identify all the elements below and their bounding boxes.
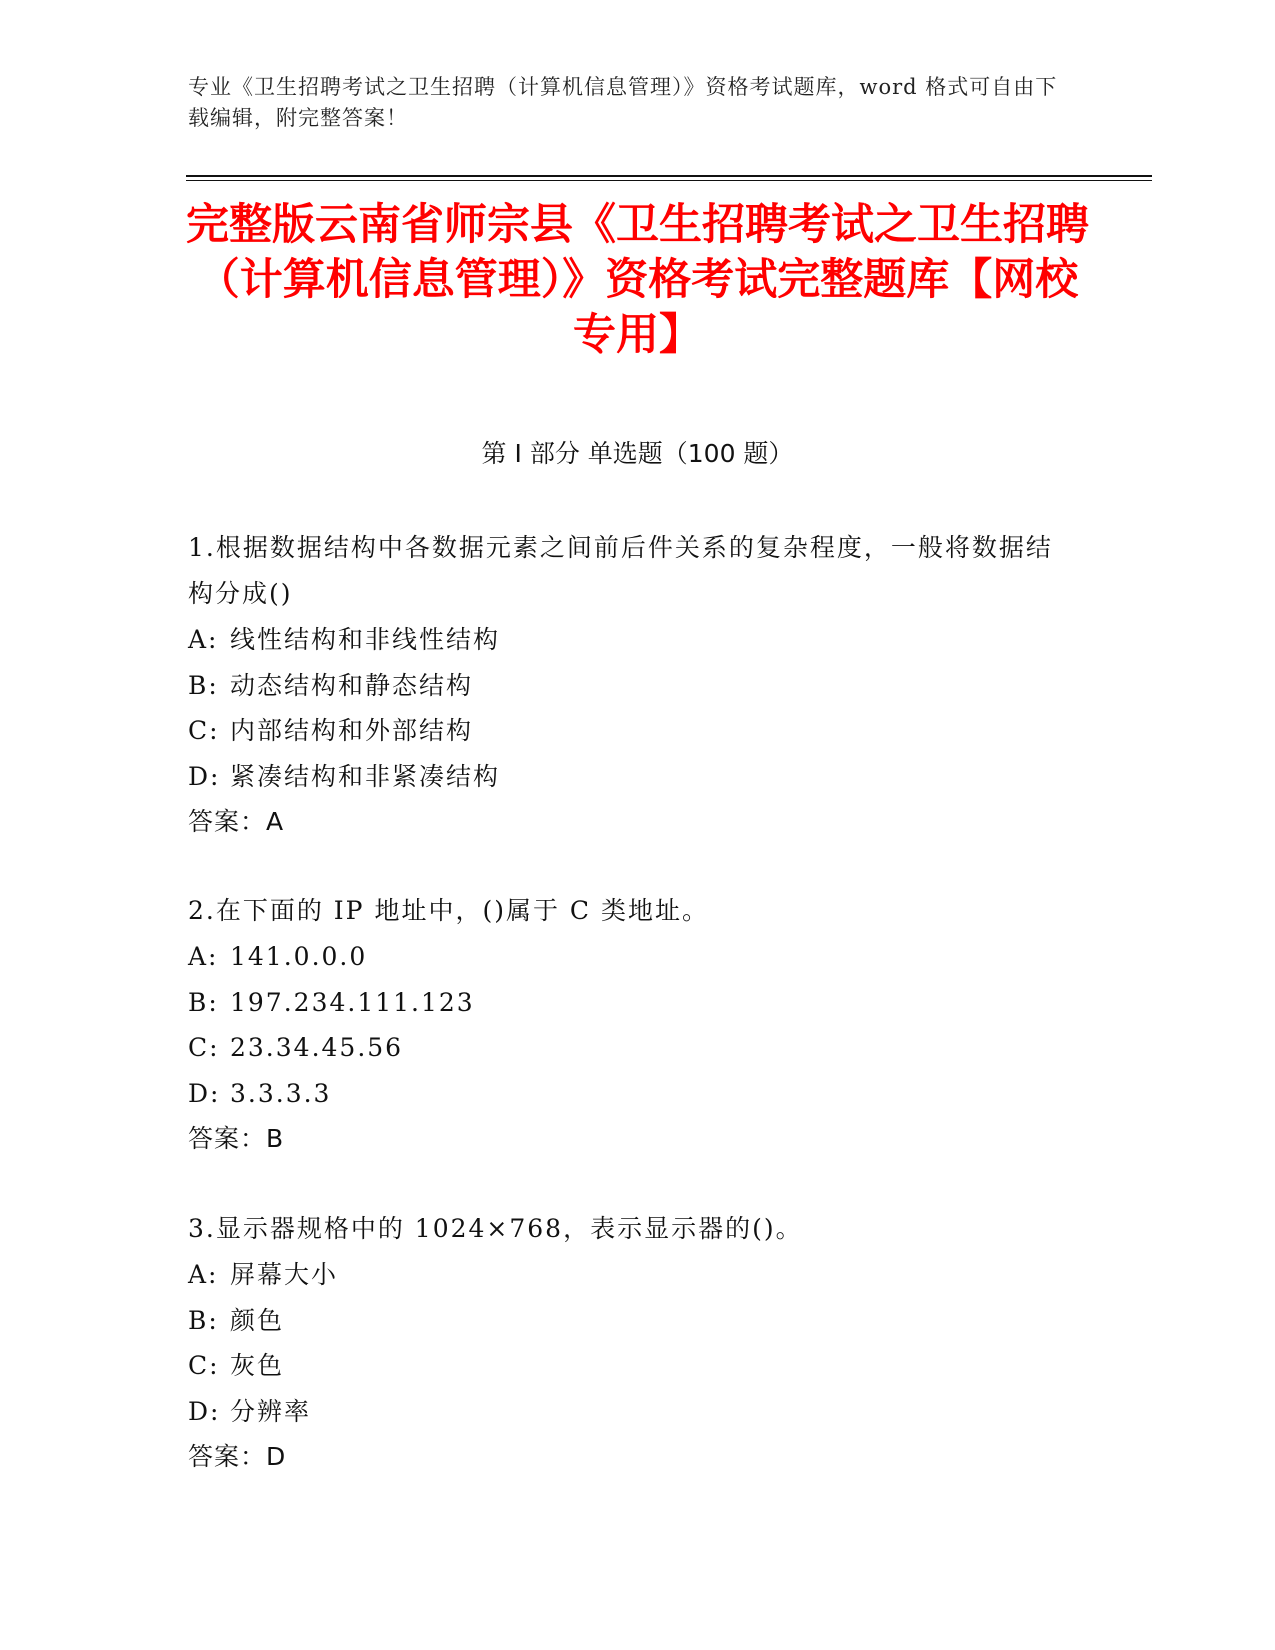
option-a [188,617,1068,663]
option-key: A: [188,942,219,971]
option-c [188,708,1068,754]
question-stem: 1.根据数据结构中各数据元素之间前后件关系的复杂程度，一般将数据结构分成() [188,533,1053,608]
option-text: 灰色 [230,1351,285,1380]
option-key: B: [188,1305,219,1335]
question-block [188,525,1068,845]
option-d [188,1389,1068,1435]
option-b [188,980,1068,1026]
option-key: D: [188,761,221,791]
option-key: C: [188,1033,220,1062]
option-key: B: [188,670,219,700]
answer-line: 答案：B [188,1124,285,1153]
header-divider-thick [186,175,1152,177]
option-key: C: [188,716,220,745]
option-d [188,754,1068,800]
option-key: C: [188,1351,220,1380]
option-d [188,1071,1068,1117]
question-stem: 2.在下面的 IP 地址中，()属于 C 类地址。 [188,896,709,925]
option-text: 3.3.3.3 [230,1078,332,1108]
option-a [188,934,1068,980]
option-b [188,663,1068,709]
option-text: 141.0.0.0 [230,942,368,971]
option-text: 线性结构和非线性结构 [230,625,501,654]
option-key: A: [188,625,219,654]
option-text: 197.234.111.123 [230,987,475,1017]
document-title: 完整版云南省师宗县《卫生招聘考试之卫生招聘（计算机信息管理）》资格考试完整题库【网校专用】 [186,200,1089,360]
question-block [188,1206,1068,1480]
answer-line: 答案：D [188,1442,287,1471]
question-stem: 3.显示器规格中的 1024×768，表示显示器的()。 [188,1214,803,1243]
option-text: 紧凑结构和非紧凑结构 [230,761,501,791]
option-text: 动态结构和静态结构 [230,670,474,700]
option-text: 23.34.45.56 [230,1033,404,1062]
option-c [188,1343,1068,1389]
option-text: 分辨率 [230,1396,312,1426]
option-text: 屏幕大小 [230,1260,339,1289]
option-text: 内部结构和外部结构 [230,716,474,745]
header-divider-thin [186,180,1152,181]
question-block [188,888,1068,1162]
answer-line: 答案：A [188,807,285,836]
option-key: D: [188,1396,221,1426]
option-b [188,1298,1068,1344]
option-key: A: [188,1260,219,1289]
option-key: B: [188,987,219,1017]
section-heading: 第 I 部分 单选题（100 题） [481,439,794,468]
option-text: 颜色 [230,1305,285,1335]
option-c [188,1025,1068,1071]
option-a [188,1252,1068,1298]
intro-text: 专业《卫生招聘考试之卫生招聘（计算机信息管理）》资格考试题库，word 格式可自由下载编辑，附完整答案！ [188,75,1058,130]
option-key: D: [188,1078,221,1108]
